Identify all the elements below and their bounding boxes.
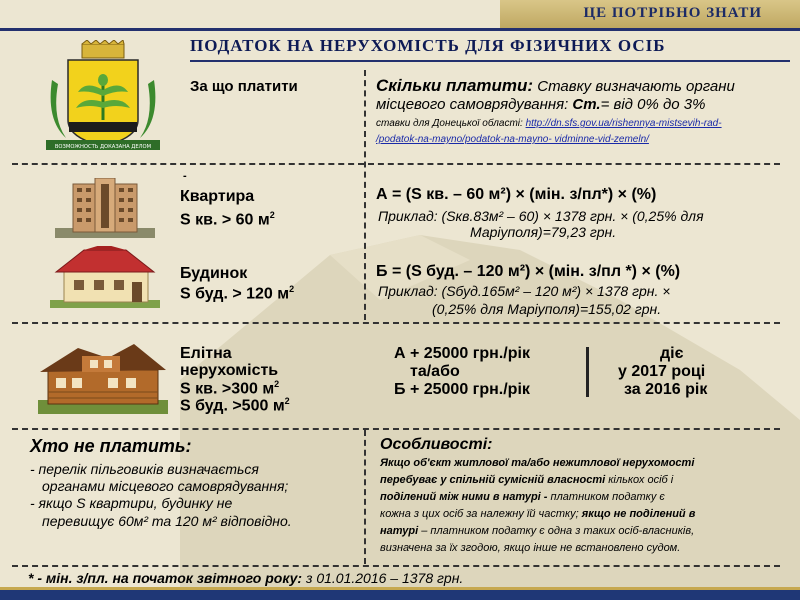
apartment-area: S кв. > 60 $м^2$: [180, 210, 275, 229]
coat-of-arms-icon: [38, 40, 168, 158]
elite-flat-area: S кв. >300 $м^2$: [180, 379, 280, 398]
exempt-title: Хто не платить:: [30, 436, 192, 456]
house-label: Будинок: [180, 265, 248, 282]
divider-vertical-top: [364, 70, 366, 320]
elite-house-image: [38, 336, 168, 414]
rates-link-cont[interactable]: /podatok-na-mayno/podatok-na-mayno- vidminne-vid-zemeln/: [376, 134, 649, 145]
features-line1: Якщо об'єкт житлової та/або нежитлової нерухомості: [380, 457, 695, 469]
applies-year: у 2017 році: [618, 363, 706, 380]
features-line4: кожна з цих осіб за належну їй частку; якщо не поділений в: [380, 508, 696, 520]
how-much-line2: місцевого самоврядування: Ст.= від 0% до 3%: [376, 96, 706, 113]
elite-house-area: S буд. >500 $м^2$: [180, 396, 290, 415]
footer-bar: [0, 590, 800, 600]
divider-vertical-bottom: [364, 430, 366, 564]
header-badge: [500, 0, 800, 28]
divider-1r: [368, 163, 780, 165]
formula-a: А = (S кв. – 60 м²) × (мін. з/пл*) × (%): [376, 186, 657, 203]
example-a-line2: Маріуполя)=79,23 грн.: [470, 224, 617, 240]
divider-4: [12, 565, 780, 567]
example-a-line1: Приклад: (Sкв.83м² – 60) × 1378 грн. × (0,25% для: [378, 208, 704, 224]
elite-formula-b: Б + 25000 грн./рік: [394, 381, 530, 398]
apartment-dash: -: [183, 170, 187, 182]
features-line2: перебуває у спільній сумісній власності кількох осіб і: [380, 474, 674, 486]
divider-3: [12, 428, 780, 430]
example-b-line2: (0,25% для Маріуполя)=155,02 грн.: [432, 301, 662, 317]
rates-link[interactable]: http://dn.sfs.gov.ua/rishennya-mistsevih-rad-: [525, 118, 722, 129]
exempt-item1-b: органами місцевого самоврядування;: [42, 478, 289, 494]
apartment-building-image: [55, 178, 155, 238]
features-title: Особливості:: [380, 436, 493, 453]
house-image: [50, 246, 160, 308]
features-line3: поділений між ними в натурі - платником податку є: [380, 491, 665, 503]
features-line5: натурі – платником податку є одна з таких осіб-власників,: [380, 525, 695, 537]
exempt-item2-b: перевищує 60м² та 120 м² відповідно.: [42, 513, 292, 529]
elite-formula-a: А + 25000 грн./рік: [394, 345, 530, 362]
elite-separator: [586, 347, 589, 397]
example-b-line1: Приклад: (Sбуд.165м² – 120 м²) × 1378 грн. ×: [378, 283, 671, 299]
house-area: S буд. > 120 $м^2$: [180, 284, 295, 303]
features-line6: визначена за їх згодою, якщо інше не встановлено судом.: [380, 542, 681, 554]
divider-1: [12, 163, 364, 165]
footnote: * - мін. з/пл. на початок звітного року: з 01.01.2016 – 1378 грн.: [28, 570, 464, 586]
what-for-label: За що платити: [190, 78, 298, 95]
exempt-item2-a: - якщо S квартири, будинку не: [30, 495, 233, 511]
header-line: [0, 28, 800, 31]
emblem-motto: ВОЗМОЖНОСТЬ ДОКАЗАНА ДЕЛОМ: [54, 144, 152, 150]
exempt-item1-a: - перелік пільговиків визначається: [30, 461, 259, 477]
how-much: Скільки платити: Ставку визначають органи: [376, 76, 735, 95]
applies-period: за 2016 рік: [624, 381, 708, 398]
elite-label-2: нерухомість: [180, 362, 279, 379]
apartment-label: Квартира: [180, 188, 255, 205]
elite-label-1: Елітна: [180, 345, 232, 362]
applies-label: діє: [660, 345, 684, 362]
divider-2: [12, 322, 780, 324]
page-title: ПОДАТОК НА НЕРУХОМІСТЬ ДЛЯ ФІЗИЧНИХ ОСІБ: [190, 36, 666, 55]
elite-or: та/або: [410, 363, 460, 380]
header-badge-text: ЦЕ ПОТРІБНО ЗНАТИ: [583, 5, 762, 21]
rates-note: ставки для Донецької області: http://dn.sfs.gov.ua/rishennya-mistsevih-rad-: [376, 118, 722, 129]
formula-b: Б = (S буд. – 120 м²) × (мін. з/пл *) × (%): [376, 263, 681, 280]
title-underline: [190, 60, 790, 62]
